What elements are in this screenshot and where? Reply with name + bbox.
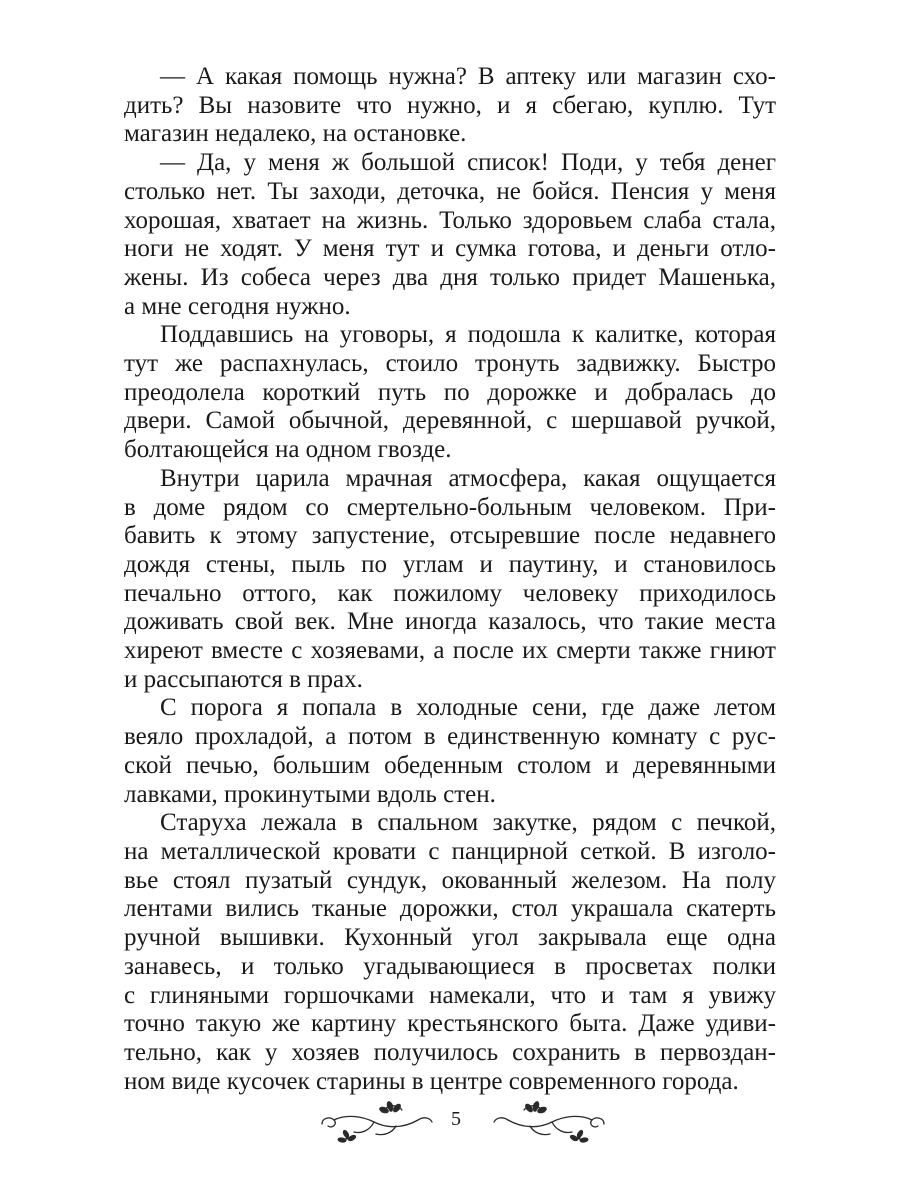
text-line: на металлической кровати с панцирной сеткой. В изголо- [124, 837, 776, 865]
paragraph-2 [124, 149, 776, 321]
text-line: точно такую же картину крестьянского быта. Даже удиви- [124, 1010, 776, 1038]
text-line: С порога я попала в холодные сени, где даже летом [160, 694, 776, 722]
text-line: а мне сегодня нужно. [124, 292, 351, 320]
text-line: бавить к этому запустение, отсыревшие после недавнего [124, 522, 776, 550]
paragraph-6 [124, 809, 776, 1096]
text-line: веяло прохладой, а потом в единственную комнату с рус- [124, 723, 776, 751]
floral-flourish-icon [490, 1098, 608, 1144]
text-line: Старуха лежала в спальном закутке, рядом с печкой, [160, 809, 776, 837]
text-line: — А какая помощь нужна? В аптеку или магазин схо- [160, 63, 776, 90]
body-text [124, 63, 776, 1096]
text-line: с глиняными горшочками намекали, что и там я увижу [124, 981, 776, 1009]
paragraph-3 [124, 321, 776, 465]
text-line: преодолела короткий путь по дорожке и добралась до [124, 378, 776, 406]
text-line: в доме рядом со смертельно-больным человеком. При- [124, 493, 776, 521]
text-line: — Да, у меня ж большой список! Поди, у тебя денег [160, 149, 776, 177]
text-line: хиреют вместе с хозяевами, а после их смерти также гниют [124, 637, 776, 665]
text-line: хорошая, хватает на жизнь. Только здоровьем слаба стала, [124, 206, 776, 234]
text-line: болтающейся на одном гвозде. [124, 436, 452, 464]
text-line: Внутри царила мрачная атмосфера, какая ощущается [160, 464, 776, 492]
text-line: лентами вились тканые дорожки, стол украшала скатерть [124, 895, 776, 923]
text-line: ном виде кусочек старины в центре современного города. [124, 1067, 739, 1095]
text-line: столько нет. Ты заходи, деточка, не бойся. Пенсия у меня [124, 177, 776, 205]
text-line: и рассыпаются в прах. [124, 665, 363, 693]
text-line: тельно, как у хозяев получилось сохранить в первоздан- [124, 1038, 776, 1066]
paragraph-4 [124, 465, 776, 695]
text-line: занавесь, и только угадывающиеся в просветах полки [124, 952, 776, 980]
text-line: ской печью, большим обеденным столом и деревянными [124, 751, 776, 779]
text-line: дождя стены, пыль по углам и паутину, и становилось [124, 550, 776, 578]
text-line: лавками, прокинутыми вдоль стен. [124, 780, 496, 808]
text-line: жены. Из собеса через два дня только придет Машенька, [124, 263, 776, 291]
text-line: вье стоял пузатый сундук, окованный железом. На полу [124, 866, 776, 894]
text-line: двери. Самой обычной, деревянной, с шершавой ручкой, [124, 407, 776, 435]
text-line: печально оттого, как пожилому человеку приходилось [124, 579, 776, 607]
text-line: тут же распахнулась, стоило тронуть задвижку. Быстро [124, 350, 776, 378]
text-line: ноги не ходят. У меня тут и сумка готова, и деньги отло- [124, 235, 776, 263]
paragraph-1 [124, 63, 776, 149]
floral-flourish-icon [318, 1098, 436, 1144]
page-footer [0, 1098, 900, 1146]
text-line: доживать свой век. Мне иногда казалось, что такие места [124, 608, 776, 636]
text-line: дить? Вы назовите что нужно, и я сбегаю, куплю. Тут [124, 91, 776, 119]
paragraph-5 [124, 694, 776, 809]
text-line: магазин недалеко, на остановке. [124, 120, 467, 148]
page-number: 5 [451, 1108, 461, 1130]
text-line: Поддавшись на уговоры, я подошла к калитке, которая [160, 321, 776, 349]
text-line: ручной вышивки. Кухонный угол закрывала еще одна [124, 924, 776, 952]
